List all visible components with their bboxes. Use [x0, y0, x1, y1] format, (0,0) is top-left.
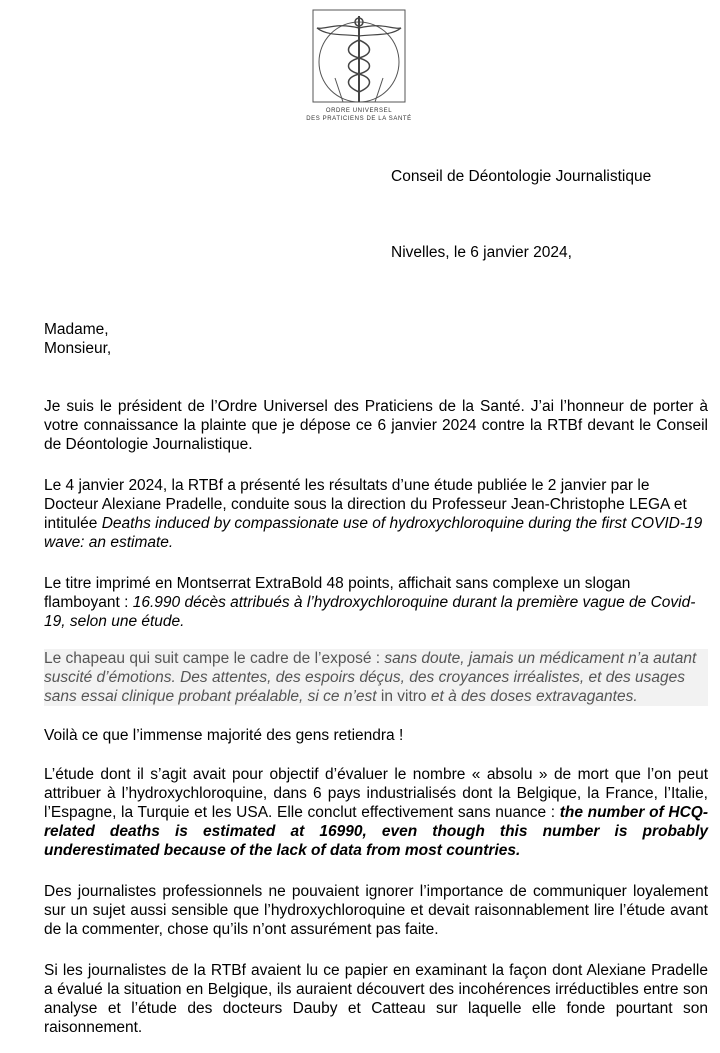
paragraph-1: Je suis le président de l’Ordre Universel des Praticiens de la Santé. J’ai l’honneur de porter à votre connaissance la plainte que je dépose ce 6 janvier 2024 contre la RTBf devant le Conseil de Déontologie Journalistique.: [44, 398, 708, 453]
study-conclusion-quote: the number of HCQ-related deaths is estimated at 16990, even though this number is probably underestimated because of the lack of data from most countries.: [44, 804, 708, 859]
paragraph-7: Des journalistes professionnels ne pouvaient ignorer l’importance de communiquer loyalement sur un sujet aussi sensible que l’hydroxychloroquine et devait raisonnablement lire l’étude avant de la commenter, chose qu’ils n’ont assurément pas faite.: [44, 883, 708, 938]
logo-line-1: ORDRE UNIVERSEL: [325, 108, 393, 114]
paragraph-8: Si les journalistes de la RTBf avaient lu ce papier en examinant la façon dont Alexiane Pradelle a évalué la situation en Belgique, ils auraient découvert des incohérences irréductibles entre son analyse et l’étude des docteurs Dauby et Catteau sur laquelle elle fonde pourtant son raisonnement.: [44, 962, 708, 1036]
paragraph-3-text: Le titre imprimé en Montserrat ExtraBold 48 points, affichait sans complexe un slogan flamboyant :: [44, 575, 631, 611]
letter-body: [44, 397, 708, 1037]
caduceus-icon: [305, 8, 413, 108]
headline-slogan: 16.990 décès attribués à l’hydroxychloroquine durant la première vague de Covid-19, selon une étude.: [44, 594, 696, 630]
paragraph-4-text: Le chapeau qui suit campe le cadre de l’exposé :: [44, 650, 385, 667]
paragraph-3: [44, 574, 708, 631]
salutation-line-2: Monsieur,: [44, 340, 112, 357]
salutation: [44, 320, 708, 358]
lead-quote-1: sans doute, jamais un médicament n’a autant suscité d’émotions. Des attentes, des espoirs déçus, des croyances irréalistes, et des usages sans essai clinique probant préalable, si ce n’est: [44, 650, 697, 705]
lead-plain: in vitro: [380, 688, 427, 705]
organization-logo: [305, 8, 413, 130]
recipient: Conseil de Déontologie Journalistique: [391, 168, 652, 185]
salutation-line-1: Madame,: [44, 321, 109, 338]
paragraph-2-text: Le 4 janvier 2024, la RTBf a présenté les résultats d’une étude publiée le 2 janvier par le Docteur Alexiane Pradelle, conduite sous la direction du Professeur Jean-Christophe LEGA et intitulée: [44, 477, 687, 532]
paragraph-6-text: L’étude dont il s’agit avait pour objectif d’évaluer le nombre « absolu » de mort que l’on peut attribuer à l’hydroxychloroquine, dans 6 pays industrialisés dont la Belgique, la France, l’Italie, l’Espagne, la Turquie et les USA. Elle conclut effectivement sans nuance :: [44, 766, 708, 821]
place-date: Nivelles, le 6 janvier 2024,: [391, 244, 572, 261]
paragraph-2: [44, 476, 708, 552]
study-title: Deaths induced by compassionate use of hydroxychloroquine during the first COVID-19 wave: an estimate.: [44, 515, 703, 551]
paragraph-4: [44, 649, 708, 706]
paragraph-5: Voilà ce que l’immense majorité des gens retiendra !: [44, 727, 404, 744]
logo-line-2: DES PRATICIENS DE LA SANTÉ: [306, 116, 412, 122]
logo-text: [305, 107, 413, 123]
paragraph-6: [44, 765, 708, 860]
lead-quote-2: et à des doses extravagantes.: [426, 688, 638, 705]
